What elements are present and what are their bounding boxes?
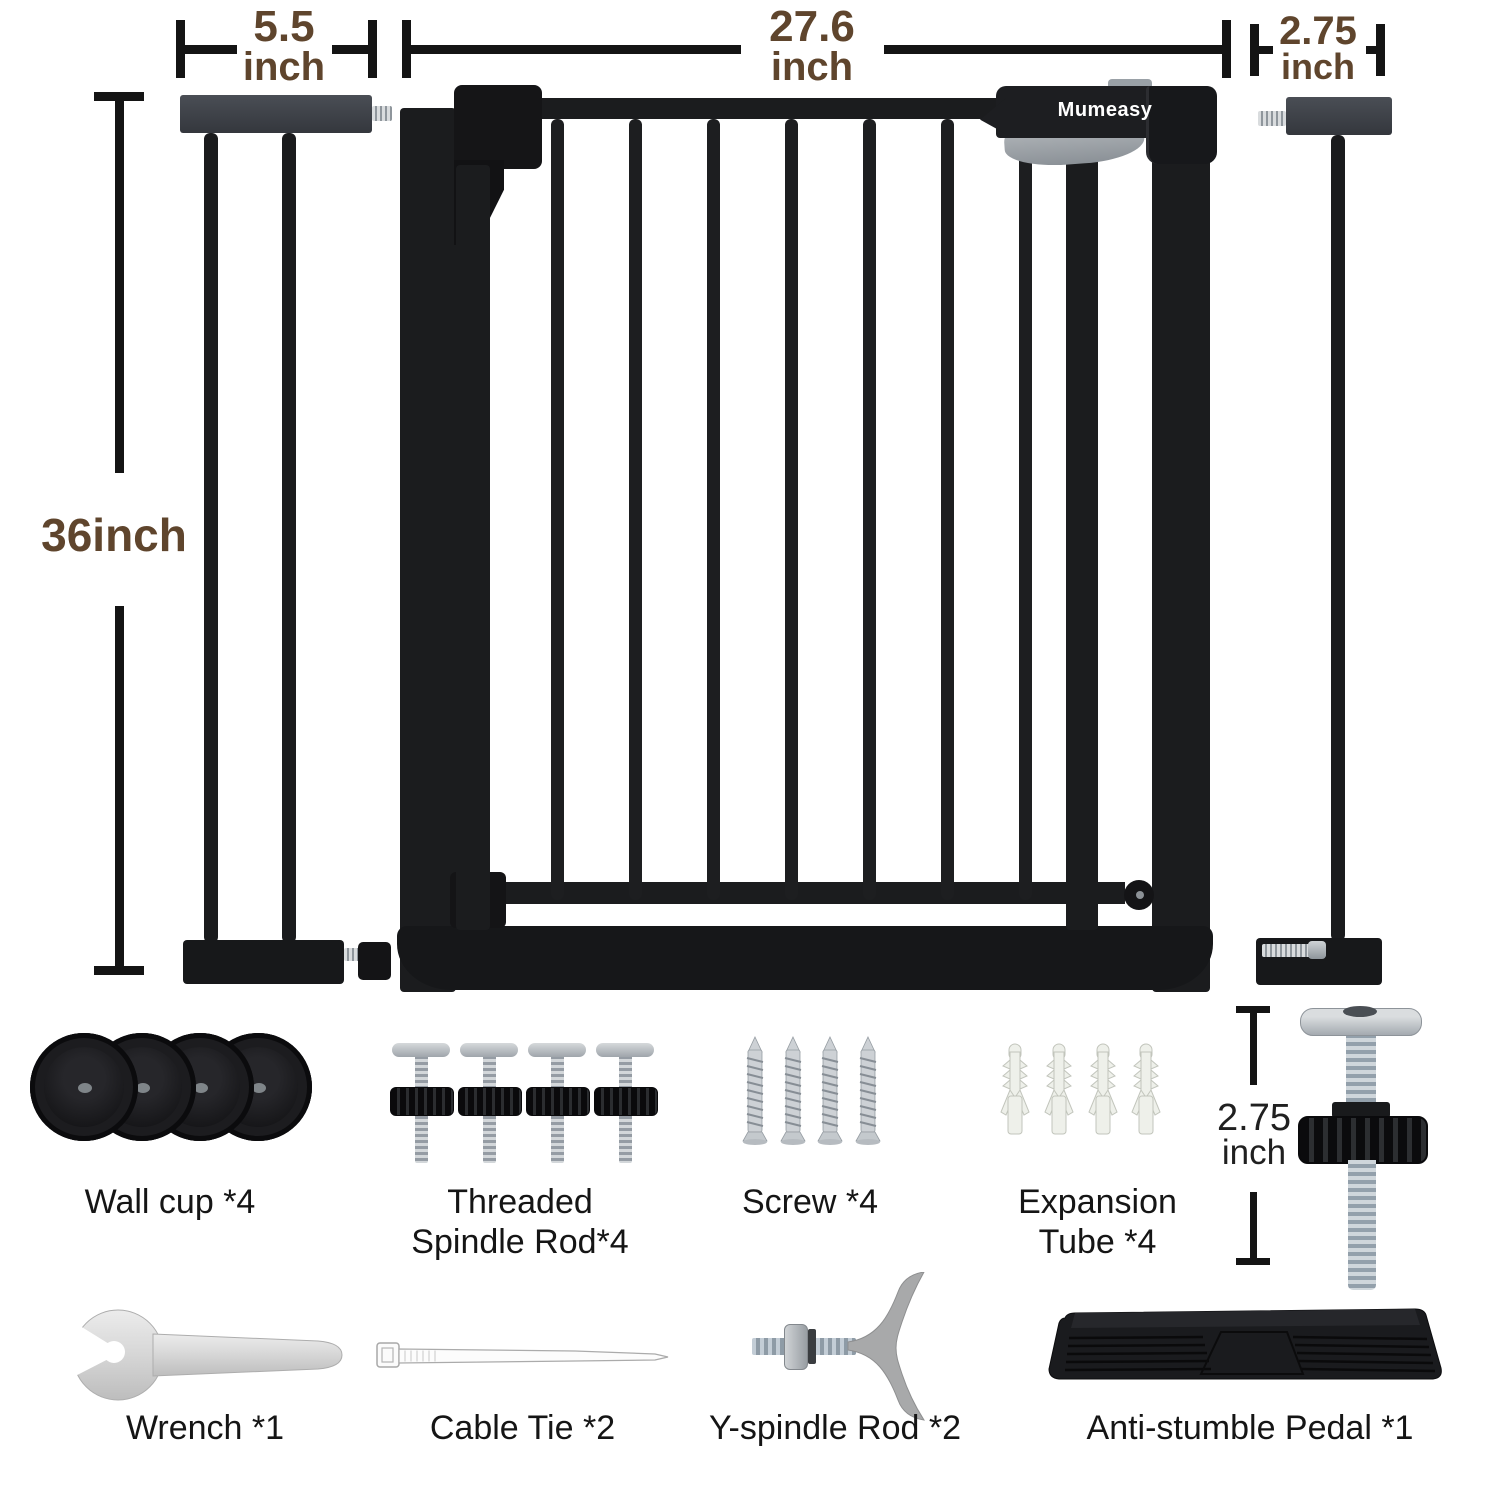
dim-unit: inch xyxy=(1221,1133,1287,1173)
dim-line xyxy=(1366,46,1376,54)
gate-right-post xyxy=(1152,108,1210,992)
rod-knob xyxy=(1298,1116,1428,1164)
screw xyxy=(818,1037,842,1145)
rod-t-handle-cap xyxy=(1343,1006,1377,1017)
gate-latch-right-block xyxy=(1146,86,1217,164)
dim-tick xyxy=(1222,20,1231,78)
wall-cup-screw xyxy=(136,1083,150,1093)
dim-value: 5.5 xyxy=(253,2,315,51)
dim-unit: inch xyxy=(770,44,854,89)
gate-bar xyxy=(551,119,564,900)
screw xyxy=(856,1037,880,1145)
gate-bar xyxy=(629,119,642,900)
rod-knob xyxy=(526,1087,590,1116)
extension-bar xyxy=(1331,135,1345,941)
dim-tick xyxy=(94,966,144,975)
dim-value: 27.6 xyxy=(769,2,855,51)
rod-knob xyxy=(594,1087,658,1116)
rod-t-handle xyxy=(460,1043,518,1057)
wall-cup-screw xyxy=(78,1083,92,1093)
extension-screw xyxy=(372,106,392,121)
gate-bar xyxy=(1019,119,1032,900)
gate-left-post xyxy=(400,108,456,992)
extension-base xyxy=(183,940,344,984)
dim-line xyxy=(1250,1013,1257,1085)
rod-knob xyxy=(390,1087,454,1116)
pedal-illustration xyxy=(1045,1306,1445,1396)
dim-line xyxy=(185,45,237,54)
gate-bar xyxy=(707,119,720,900)
threaded-rod-label xyxy=(390,1182,650,1262)
gate-bar xyxy=(785,119,798,900)
dim-tick xyxy=(1376,24,1385,76)
extension-base-screwhead xyxy=(1308,941,1326,959)
rod-shaft-lower xyxy=(1348,1160,1376,1290)
expansion-tube-label-line2: Tube *4 xyxy=(1038,1223,1157,1261)
gate-door-right-stile xyxy=(1066,150,1098,930)
wrench-illustration xyxy=(58,1300,353,1408)
expansion-tube xyxy=(1045,1044,1073,1134)
extension-top-block xyxy=(1286,97,1392,135)
gate-bar xyxy=(863,119,876,900)
large-spindle-rod-illustration xyxy=(1290,1006,1430,1292)
screw-label: Screw *4 xyxy=(741,1183,879,1221)
dim-left-extension-text xyxy=(234,2,334,89)
dim-line xyxy=(115,101,124,473)
threaded-spindle-rod xyxy=(596,1043,654,1165)
expansion-tube xyxy=(1089,1044,1117,1134)
rod-t-handle xyxy=(392,1043,450,1057)
dim-unit: inch xyxy=(1280,46,1355,87)
dim-unit: inch xyxy=(242,44,326,89)
wall-cup xyxy=(30,1033,138,1141)
threaded-spindle-rod xyxy=(392,1043,450,1165)
dim-line xyxy=(884,45,1222,54)
y-rod-nut xyxy=(808,1329,816,1364)
screws-illustration xyxy=(742,1036,894,1154)
cable-tie-illustration xyxy=(375,1335,670,1377)
dim-gate-width-text xyxy=(742,2,882,89)
dim-line xyxy=(115,606,124,968)
dim-tick xyxy=(1250,24,1259,76)
wall-cup-label: Wall cup *4 xyxy=(84,1183,256,1221)
gate-threshold xyxy=(397,926,1213,990)
expansion-tube-label xyxy=(985,1182,1210,1262)
rod-shaft-upper xyxy=(1346,1030,1376,1112)
extension-bar xyxy=(204,133,218,943)
dim-value: 2.75 xyxy=(1279,9,1357,53)
expansion-tube-label-line1: Expansion xyxy=(1018,1183,1177,1221)
expansion-tube xyxy=(1001,1044,1029,1134)
dim-line xyxy=(332,45,368,54)
cable-tie-label: Cable Tie *2 xyxy=(429,1409,616,1447)
extension-bar xyxy=(282,133,296,943)
threaded-spindle-rod xyxy=(528,1043,586,1165)
extension-top-block xyxy=(180,95,372,133)
dim-tick xyxy=(176,20,185,78)
dim-value: 2.75 xyxy=(1217,1097,1291,1139)
y-spindle-label: Y-spindle Rod *2 xyxy=(708,1409,962,1447)
y-spindle-rod-illustration xyxy=(742,1272,934,1422)
wall-cup-screw xyxy=(252,1083,266,1093)
screw xyxy=(743,1037,767,1145)
dim-line xyxy=(1250,1192,1257,1260)
dim-tick xyxy=(1236,1258,1270,1265)
dim-line xyxy=(411,45,741,54)
gate-bar xyxy=(941,119,954,900)
pedal-label: Anti-stumble Pedal *1 xyxy=(1086,1409,1414,1447)
dim-tick xyxy=(1236,1006,1270,1013)
wall-cup-screw xyxy=(194,1083,208,1093)
threaded-spindle-rod xyxy=(460,1043,518,1165)
threaded-rod-label-line2: Spindle Rod*4 xyxy=(411,1223,629,1261)
screw xyxy=(781,1037,805,1145)
extension-base-knob xyxy=(358,942,391,980)
dim-gate-height-text: 36inch xyxy=(41,509,187,561)
extension-screw xyxy=(1258,111,1286,126)
rod-t-handle xyxy=(596,1043,654,1057)
brand-logo: Mumeasy xyxy=(1057,99,1153,121)
rod-t-handle xyxy=(528,1043,586,1057)
gate-latch-pin-screw xyxy=(1136,891,1144,899)
expansion-tube xyxy=(1132,1044,1160,1134)
y-rod-washer xyxy=(784,1324,808,1370)
dim-tick xyxy=(402,20,411,78)
expansion-tubes-illustration xyxy=(998,1042,1163,1138)
rod-knob xyxy=(458,1087,522,1116)
threaded-rod-label-line1: Threaded xyxy=(447,1183,593,1221)
dim-tick xyxy=(368,20,377,78)
wrench-label: Wrench *1 xyxy=(125,1409,285,1447)
gate-door-left-stile xyxy=(456,165,490,930)
y-rod-fork xyxy=(846,1272,938,1422)
dim-right-extension-text xyxy=(1268,9,1368,87)
dim-tick xyxy=(94,92,144,101)
gate-hinge-bracket xyxy=(454,85,542,169)
